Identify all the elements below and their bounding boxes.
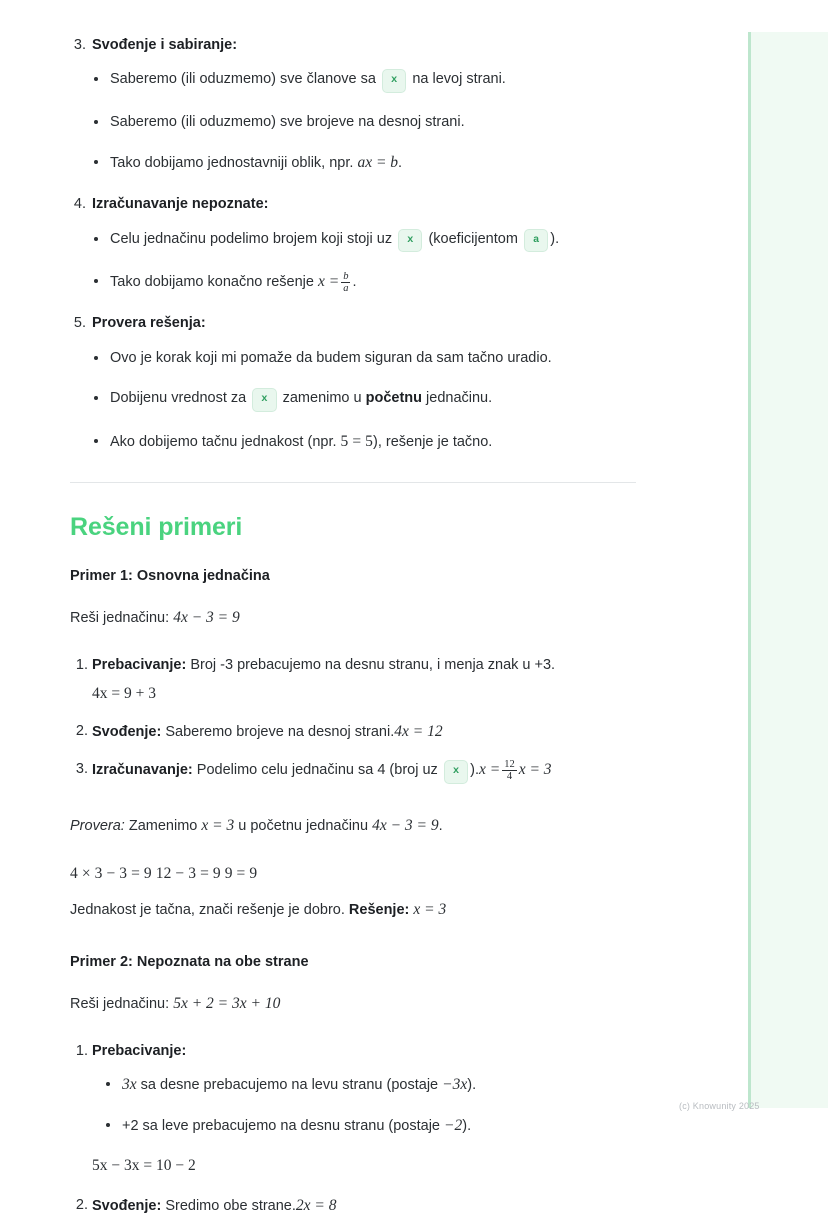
step-number: 4.: [73, 196, 86, 213]
prompt-label: Reši jednačinu:: [70, 995, 170, 1012]
prompt-equation: 5x + 2 = 3x + 10: [173, 994, 281, 1012]
bullet-text: Dobijenu vrednost za: [110, 390, 247, 407]
example-1-prompt: [0, 606, 700, 630]
math-expression: x =: [317, 273, 340, 291]
section-divider: [70, 482, 636, 483]
conclusion-label: Rešenje:: [348, 901, 410, 918]
prompt-equation: 4x − 3 = 9: [173, 608, 240, 626]
example-1-check: [0, 814, 700, 838]
step-5-bullets: [0, 347, 700, 454]
example-2-step-1-bullets: [92, 1073, 700, 1138]
list-item: [110, 430, 700, 454]
check-text-mid: u početnu jednačinu: [238, 817, 369, 834]
conclusion-math: x = 3: [413, 900, 447, 918]
step-3-bullets: [0, 68, 700, 175]
code-chip-x: x: [382, 69, 406, 93]
example-2-steps: [0, 1040, 700, 1219]
step-title: Izračunavanje nepoznate:: [92, 196, 269, 213]
bullet-text: sa desne prebacujemo na levu stranu (postaje: [140, 1077, 439, 1094]
list-item: [75, 654, 700, 706]
example-2-title: Primer 2: Nepoznata na obe strane: [70, 953, 309, 970]
bullet-text-post: .: [352, 274, 357, 291]
fraction-b-over-a: [341, 271, 350, 294]
bullet-text-post: na levoj strani.: [412, 71, 506, 88]
bullet-text: Ovo je korak koji mi pomaže da budem siguran da sam tačno uradio.: [110, 349, 552, 366]
bullet-text-post: ).: [462, 1118, 472, 1135]
bullet-text: Ako dobijemo tačnu jednakost (npr.: [110, 433, 337, 450]
fraction-12-over-4: [502, 759, 517, 782]
step-eq-right: x = 3: [518, 761, 552, 779]
bullet-text-post: ).: [550, 230, 560, 247]
bullet-text: +2 sa leve prebacujemo na desnu stranu (postaje: [122, 1118, 440, 1135]
list-item: [75, 758, 700, 784]
example-1-steps: [0, 654, 700, 784]
bullet-text-post: ).: [467, 1077, 477, 1094]
fraction-numerator: 12: [504, 758, 515, 770]
check-math-2: 4x − 3 = 9: [372, 816, 439, 834]
code-chip-x: x: [398, 229, 422, 253]
list-item: [110, 68, 700, 93]
fraction-numerator: b: [343, 270, 349, 282]
step-number: 3.: [75, 761, 88, 778]
example-1-verification: 4 × 3 − 3 = 9 12 − 3 = 9 9 = 9: [70, 864, 258, 882]
step-heading-4: [0, 193, 700, 215]
step-text: Broj -3 prebacujemo na desnu stranu, i menja znak u +3.: [190, 656, 556, 673]
bullet-math-2: −3x: [442, 1076, 468, 1094]
list-item: [110, 387, 700, 412]
check-math-1: x = 3: [201, 816, 235, 834]
fraction-denominator: 4: [502, 770, 517, 782]
bullet-text: Tako dobijamo konačno rešenje: [110, 274, 314, 291]
list-item: [122, 1073, 700, 1097]
code-chip-x: x: [252, 388, 276, 412]
step-number: 3.: [73, 37, 86, 53]
step-number: 1.: [75, 1042, 88, 1059]
list-item: [110, 347, 700, 369]
step-equation: 5x − 3x = 10 − 2: [92, 1157, 196, 1175]
step-number: 2.: [75, 723, 88, 740]
step-number: 2.: [75, 1197, 88, 1214]
fraction-denominator: a: [343, 282, 349, 294]
footer-watermark: (c) Knowunity 2025: [679, 1101, 760, 1111]
code-chip-a: a: [524, 229, 548, 253]
list-item: [122, 1114, 700, 1138]
step-text-after: ).: [470, 762, 479, 779]
math-expression: 5 = 5: [340, 432, 374, 450]
bullet-text-mid: zamenimo u: [282, 390, 362, 407]
step-heading-5: [0, 312, 700, 334]
step-equation-inline: 2x = 8: [295, 1197, 337, 1215]
bullet-text-bold: početnu: [365, 390, 423, 407]
bullet-math: 3x: [122, 1076, 137, 1094]
page-title: Rešeni primeri: [70, 512, 243, 541]
step-text: Sredimo obe strane.: [165, 1198, 296, 1215]
step-text: Podelimo celu jednačinu sa 4 (broj uz: [196, 762, 438, 779]
list-item: [110, 270, 700, 294]
check-label: Provera:: [70, 817, 125, 834]
conclusion-text: Jednakost je tačna, znači rešenje je dobro.: [70, 901, 345, 918]
decorative-side-strip: [748, 32, 828, 1108]
step-number: 5.: [73, 315, 86, 332]
code-chip-x: x: [444, 760, 468, 784]
bullet-text-post: .: [398, 155, 403, 172]
list-item: [75, 1194, 700, 1218]
bullet-text: Celu jednačinu podelimo brojem koji stoji uz: [110, 230, 393, 247]
step-label: Prebacivanje:: [92, 656, 187, 673]
step-equation-inline: 4x = 12: [394, 723, 443, 741]
list-item: [110, 228, 700, 253]
list-item: [110, 111, 700, 133]
example-1-conclusion: [0, 898, 700, 922]
step-label: Svođenje:: [92, 1198, 162, 1215]
list-item: [75, 720, 700, 744]
bullet-text: Tako dobijamo jednostavniji oblik, npr.: [110, 155, 354, 172]
bullet-text-post: ), rešenje je tačno.: [373, 433, 493, 450]
list-item: [110, 151, 700, 175]
step-label: Izračunavanje:: [92, 762, 193, 779]
step-number: 1.: [75, 656, 88, 673]
step-title: Svođenje i sabiranje:: [92, 37, 238, 53]
math-expression: ax = b: [357, 154, 399, 172]
step-equation: 4x = 9 + 3: [92, 685, 156, 703]
bullet-text-mid: (koeficijentom: [428, 230, 518, 247]
step-label: Prebacivanje:: [92, 1042, 187, 1059]
step-heading-3: [0, 34, 700, 56]
list-item: [75, 1040, 700, 1179]
step-eq-left: x =: [478, 761, 501, 779]
bullet-text: Saberemo (ili oduzmemo) sve članove sa: [110, 71, 376, 88]
bullet-math-2: −2: [444, 1117, 463, 1135]
prompt-label: Reši jednačinu:: [70, 609, 170, 626]
step-4-bullets: [0, 228, 700, 295]
step-text: Saberemo brojeve na desnoj strani.: [165, 724, 395, 741]
example-2-prompt: [0, 992, 700, 1016]
step-title: Provera rešenja:: [92, 315, 206, 332]
check-text-post: .: [438, 817, 443, 834]
bullet-text-post: jednačinu.: [426, 390, 493, 407]
check-text-pre: Zamenimo: [128, 817, 198, 834]
step-label: Svođenje:: [92, 724, 162, 741]
example-1-title: Primer 1: Osnovna jednačina: [70, 567, 270, 584]
bullet-text: Saberemo (ili oduzmemo) sve brojeve na desnoj strani.: [110, 113, 465, 130]
